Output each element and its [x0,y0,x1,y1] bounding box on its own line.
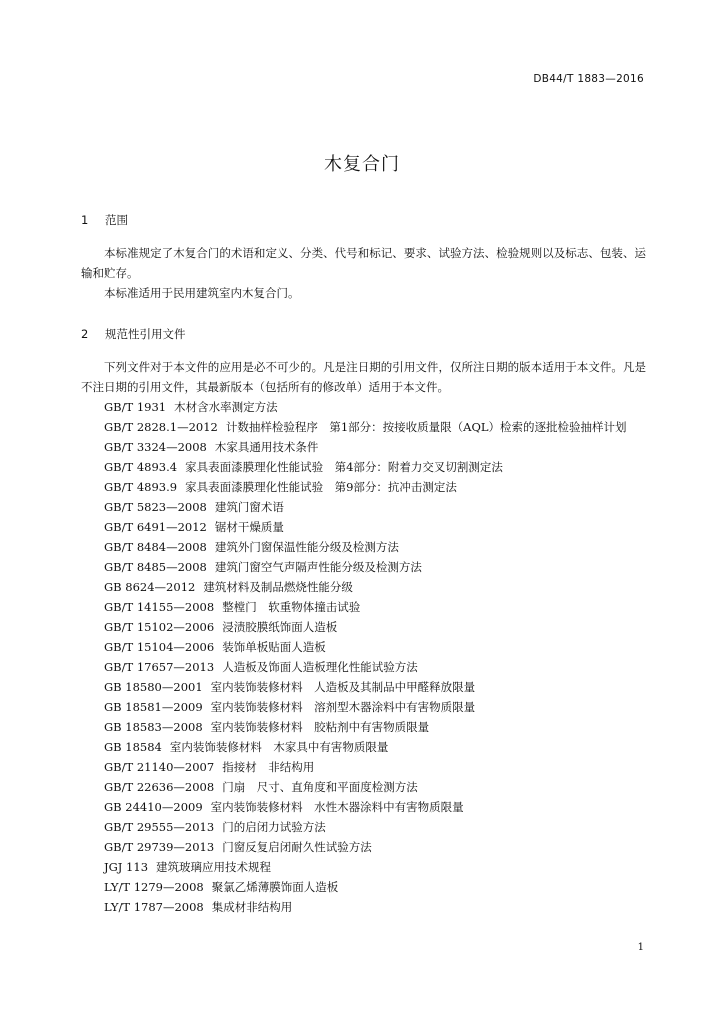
reference-code: GB/T 15104—2006 [104,640,215,654]
reference-title: 人造板及饰面人造板理化性能试验方法 [222,660,418,674]
reference-item [81,677,651,697]
reference-item [81,497,651,517]
section-title: 范围 [105,213,128,227]
reference-code: LY/T 1279—2008 [104,880,204,894]
reference-title: 室内装饰装修材料 人造板及其制品中甲醛释放限量 [210,680,476,694]
reference-code: GB 24410—2009 [104,800,203,814]
scope-paragraph-2: 本标准适用于民用建筑室内木复合门。 [104,286,300,300]
reference-code: GB/T 14155—2008 [104,600,215,614]
reference-title: 浸渍胶膜纸饰面人造板 [222,620,338,634]
reference-code: GB/T 21140—2007 [104,760,215,774]
reference-code: GB/T 22636—2008 [104,780,215,794]
reference-item [81,517,651,537]
reference-item [81,397,651,417]
reference-title: 室内装饰装修材料 胶粘剂中有害物质限量 [210,720,430,734]
reference-item [81,617,651,637]
reference-item [81,717,651,737]
reference-code: GB/T 2828.1—2012 [104,420,218,434]
reference-item [81,437,651,457]
reference-item [81,757,651,777]
page-number: 1 [637,942,644,953]
reference-item [81,837,651,857]
reference-code: JGJ 113 [104,860,149,874]
reference-code: GB/T 6491—2012 [104,520,207,534]
reference-item [81,897,651,917]
reference-code: GB 18583—2008 [104,720,203,734]
reference-item [81,817,651,837]
reference-code: GB/T 8485—2008 [104,560,207,574]
reference-item [81,857,651,877]
reference-item [81,597,651,617]
section-title: 规范性引用文件 [105,327,186,341]
reference-title: 装饰单板贴面人造板 [222,640,326,654]
reference-list [81,397,651,917]
section-number: 1 [81,213,89,227]
reference-code: LY/T 1787—2008 [104,900,204,914]
reference-code: GB/T 5823—2008 [104,500,207,514]
reference-code: GB/T 4893.9 [104,480,178,494]
reference-code: GB/T 15102—2006 [104,620,215,634]
reference-code: GB/T 3324—2008 [104,440,207,454]
reference-title: 家具表面漆膜理化性能试验 第4部分：附着力交叉切割测定法 [185,460,503,474]
reference-title: 家具表面漆膜理化性能试验 第9部分：抗冲击测定法 [185,480,457,494]
reference-item [81,537,651,557]
page-title: 木复合门 [324,154,400,175]
reference-title: 门窗反复启闭耐久性试验方法 [222,840,372,854]
reference-item [81,457,651,477]
reference-code: GB/T 8484—2008 [104,540,207,554]
reference-code: GB/T 17657—2013 [104,660,215,674]
reference-title: 计数抽样检验程序 第1部分：按接收质量限（AQL）检索的逐批检验抽样计划 [225,420,627,434]
reference-title: 木家具通用技术条件 [214,440,319,454]
reference-title: 整樘门 软重物体撞击试验 [222,600,361,614]
reference-title: 建筑门窗空气声隔声性能分级及检测方法 [214,560,422,574]
reference-title: 室内装饰装修材料 水性木器涂料中有害物质限量 [210,800,464,814]
scope-paragraph-1: 本标准规定了木复合门的术语和定义、分类、代号和标记、要求、试验方法、检验规则以及标志、包装、运输和贮存。 [81,246,646,280]
reference-code: GB 18580—2001 [104,680,203,694]
reference-title: 建筑门窗术语 [214,500,284,514]
section-heading-normative-references [81,326,186,342]
reference-item [81,737,651,757]
reference-code: GB 8624—2012 [104,580,196,594]
reference-item [81,637,651,657]
reference-code: GB/T 1931 [104,400,167,414]
reference-title: 门的启闭力试验方法 [222,820,326,834]
reference-item [81,657,651,677]
reference-item [81,797,651,817]
reference-item [81,557,651,577]
reference-item [81,477,651,497]
reference-code: GB/T 4893.4 [104,460,178,474]
reference-code: GB 18584 [104,740,162,754]
reference-title: 聚氯乙烯薄膜饰面人造板 [211,880,339,894]
reference-code: GB/T 29555—2013 [104,820,215,834]
section-heading-scope [81,212,128,228]
reference-code: GB/T 29739—2013 [104,840,215,854]
reference-title: 建筑外门窗保温性能分级及检测方法 [214,540,399,554]
reference-title: 锯材干燥质量 [214,520,284,534]
references-intro-paragraph: 下列文件对于本文件的应用是必不可少的。凡是注日期的引用文件，仅所注日期的版本适用于本文件。凡是不注日期的引用文件，其最新版本（包括所有的修改单）适用于本文件。 [81,360,646,394]
reference-title: 指接材 非结构用 [222,760,315,774]
reference-item [81,577,651,597]
reference-title: 建筑材料及制品燃烧性能分级 [203,580,353,594]
reference-item [81,777,651,797]
reference-title: 室内装饰装修材料 木家具中有害物质限量 [169,740,389,754]
reference-item [81,417,651,437]
reference-item [81,697,651,717]
reference-title: 集成材非结构用 [211,900,293,914]
reference-item [81,877,651,897]
reference-title: 建筑玻璃应用技术规程 [156,860,272,874]
standard-code: DB44/T 1883—2016 [533,73,644,85]
reference-title: 门扇 尺寸、直角度和平面度检测方法 [222,780,418,794]
reference-title: 木材含水率测定方法 [174,400,278,414]
reference-code: GB 18581—2009 [104,700,203,714]
reference-title: 室内装饰装修材料 溶剂型木器涂料中有害物质限量 [210,700,476,714]
section-number: 2 [81,327,89,341]
